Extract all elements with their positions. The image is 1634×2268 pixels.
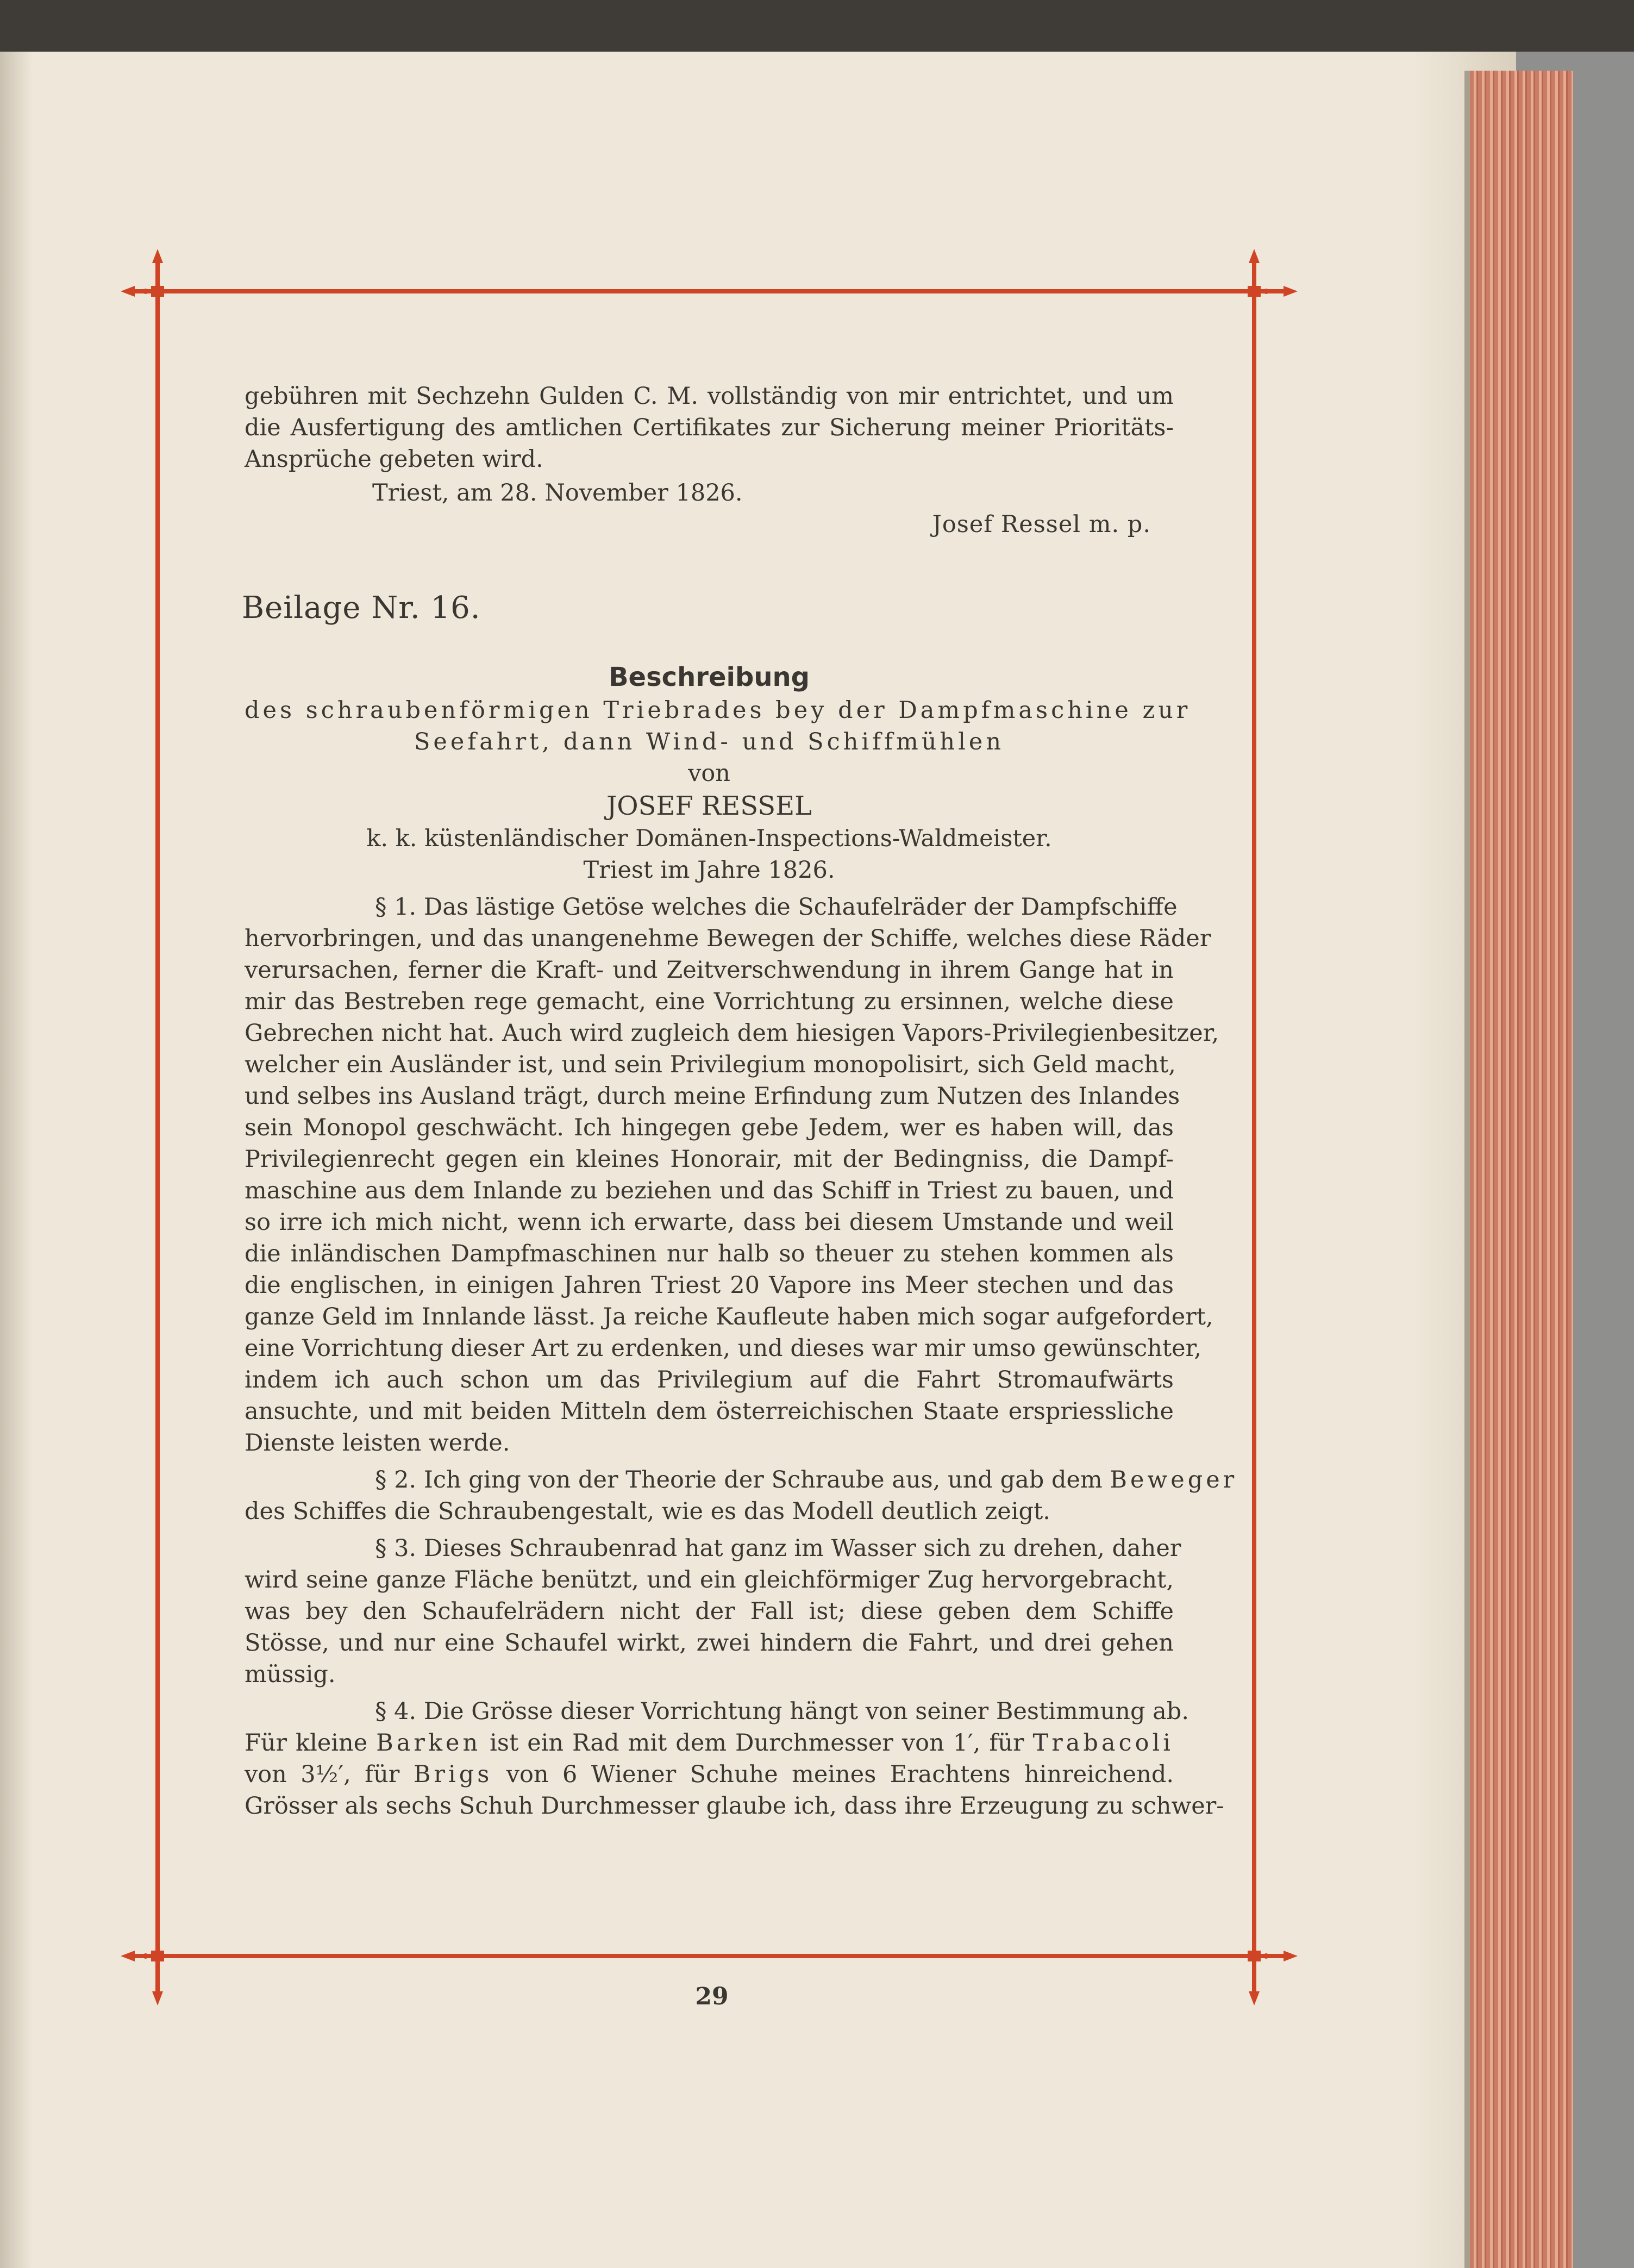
- text-line: § 4. Die Grösse dieser Vorrichtung hängt von seiner Bestimmung ab.: [375, 1698, 1189, 1725]
- spaced-word: Brigs: [413, 1761, 493, 1788]
- text-line: gebühren mit Sechzehn Gulden C. M. vollständig von mir entrichtet, und um: [245, 383, 1174, 410]
- document-title: Beschreibung: [608, 662, 810, 692]
- paragraph-1: [245, 891, 1219, 1459]
- text-line: sein Monopol geschwächt. Ich hingegen gebe Jedem, wer es haben will, das: [245, 1114, 1174, 1141]
- signature: Josef Ressel m. p.: [932, 511, 1151, 538]
- text-line: was bey den Schaufelrädern nicht der Fall ist; diese geben dem Schiffe: [245, 1598, 1174, 1625]
- text-line: die Ausfertigung des amtlichen Certifikates zur Sicherung meiner Prioritäts-: [245, 414, 1174, 441]
- text-run: § 2. Ich ging von der Theorie der Schraube aus, und gab dem: [375, 1466, 1103, 1494]
- text-run: von 3½′, für: [245, 1761, 400, 1788]
- text-line: Privilegienrecht gegen ein kleines Honorair, mit der Bedingniss, die Dampf-: [245, 1146, 1174, 1173]
- author-role: k. k. küstenländischer Domänen-Inspections-Waldmeister.: [366, 825, 1052, 852]
- text-line: und selbes ins Ausland trägt, durch meine Erfindung zum Nutzen des Inlandes: [245, 1083, 1180, 1110]
- text-line: Stösse, und nur eine Schaufel wirkt, zwei hindern die Fahrt, und drei gehen: [245, 1629, 1174, 1657]
- paragraph-3: [245, 1533, 1181, 1690]
- text-line: indem ich auch schon um das Privilegium auf die Fahrt Stromaufwärts: [245, 1366, 1174, 1394]
- text-line: hervorbringen, und das unangenehme Bewegen der Schiffe, welches diese Räder: [245, 925, 1211, 952]
- text-line: verursachen, ferner die Kraft- und Zeitverschwendung in ihrem Gange hat in: [245, 957, 1174, 984]
- text-line: Gebrechen nicht hat. Auch wird zugleich dem hiesigen Vapors-Privilegienbesitzer,: [245, 1020, 1219, 1047]
- text-line: wird seine ganze Fläche benützt, und ein gleichförmiger Zug hervorgebracht,: [245, 1566, 1174, 1594]
- text-line: [245, 1759, 1174, 1790]
- text-line: [245, 1464, 1238, 1496]
- author-name: JOSEF RESSEL: [606, 791, 812, 821]
- subtitle-line: des schraubenförmigen Triebrades bey der Dampfmaschine zur: [245, 697, 1191, 724]
- text-line: Grösser als sechs Schuh Durchmesser glaube ich, dass ihre Erzeugung zu schwer-: [245, 1792, 1224, 1820]
- text-line: müssig.: [245, 1661, 336, 1688]
- page-text: [242, 380, 1238, 1822]
- subtitle-von: von: [688, 760, 730, 787]
- text-line: die englischen, in einigen Jahren Triest 20 Vapore ins Meer stechen und das: [245, 1272, 1174, 1299]
- section-label: Beilage Nr. 16.: [242, 590, 481, 626]
- text-line: so irre ich mich nicht, wenn ich erwarte, dass bei diesem Umstande und weil: [245, 1209, 1174, 1236]
- page-number: 29: [695, 1983, 729, 2010]
- text-line: welcher ein Ausländer ist, und sein Privilegium monopolisirt, sich Geld macht,: [245, 1051, 1176, 1078]
- text-line: die inländischen Dampfmaschinen nur halb so theuer zu stehen kommen als: [245, 1240, 1174, 1267]
- spaced-word: Beweger: [1110, 1466, 1238, 1494]
- text-line: maschine aus dem Inlande zu beziehen und das Schiff in Triest zu bauen, und: [245, 1177, 1174, 1204]
- text-line: § 3. Dieses Schraubenrad hat ganz im Wasser sich zu drehen, daher: [375, 1535, 1181, 1562]
- text-run: von 6 Wiener Schuhe meines Erachtens hinreichend.: [506, 1761, 1174, 1788]
- place-date: Triest, am 28. November 1826.: [372, 479, 743, 507]
- text-line: mir das Bestreben rege gemacht, eine Vorrichtung zu ersinnen, welche diese: [245, 988, 1174, 1015]
- text-line: Ansprüche gebeten wird.: [245, 446, 543, 473]
- text-line: ansuchte, und mit beiden Mitteln dem österreichischen Staate erspriessliche: [245, 1398, 1174, 1425]
- text-line: eine Vorrichtung dieser Art zu erdenken, und dieses war mir umso gewünschter,: [245, 1335, 1202, 1362]
- text-run: Für kleine: [245, 1729, 368, 1757]
- text-line: ganze Geld im Innlande lässt. Ja reiche Kaufleute haben mich sogar aufgefordert,: [245, 1303, 1213, 1330]
- subtitle-line: Seefahrt, dann Wind- und Schiffmühlen: [414, 728, 1005, 755]
- text-line: Dienste leisten werde.: [245, 1429, 510, 1457]
- paragraph-2: [245, 1464, 1238, 1527]
- spaced-word: Barken: [376, 1729, 481, 1757]
- text-line: [245, 1727, 1174, 1759]
- paragraph-4: [245, 1696, 1224, 1822]
- author-place-date: Triest im Jahre 1826.: [583, 857, 835, 884]
- text-run: ist ein Rad mit dem Durchmesser von 1′, für: [490, 1729, 1024, 1757]
- text-line: § 1. Das lästige Getöse welches die Schaufelräder der Dampfschiffe: [375, 894, 1178, 921]
- text-line: des Schiffes die Schraubengestalt, wie es das Modell deutlich zeigt.: [245, 1498, 1050, 1525]
- spaced-word: Trabacoli: [1032, 1729, 1174, 1757]
